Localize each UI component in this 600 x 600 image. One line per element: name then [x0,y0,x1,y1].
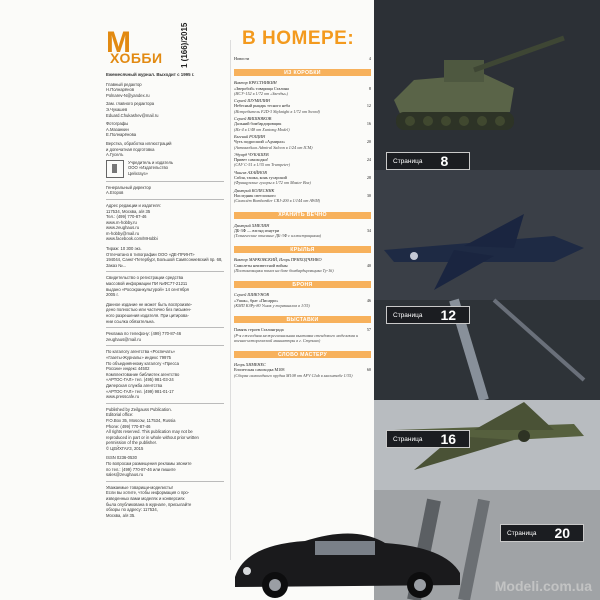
entry-title: «Ушак», брат «Писарро» [234,297,279,303]
section-title: БРОНЯ [292,281,313,288]
readers-note-line: была опубликована в журнале, присылайте [106,501,192,507]
issn-line: sales@zeughaus.ru [106,472,144,478]
subscription-line: «АРТОС-ГАЛ» тел. (495) 981-03-24 [106,377,174,383]
entry-description: (Французские гусары в 1/72 от Master Box) [234,180,311,186]
toc-section-heading [234,316,371,323]
toc-entry[interactable] [234,223,371,239]
toc-entry[interactable] [234,362,371,378]
issn-block [106,455,224,477]
entry-author: Игорь ХИМЕНЕС [234,362,266,368]
entry-title: Египетская самоходка M108 [234,367,285,373]
entry-description: (САУ С-51 в 1/35 от Trumpeter) [234,162,290,168]
subscription-line: По каталогу агентства «Роспечать» [106,349,176,355]
entry-title: Чуть подросший «Адмирал» [234,139,286,145]
logo-hobby: ХОББИ [110,50,163,66]
publisher-en-line: All rights reserved. This publication may not be [106,429,193,435]
entry-page: 57 [366,327,371,333]
watermark: Modeli.com.ua [494,578,592,594]
publisher-en-line: P.O.Box 35, Moscow, 117534, Russia [106,417,176,423]
page-label-number: 16 [440,431,457,447]
circulation: Тираж: 10 300 экз. [106,246,142,252]
photo-collage [374,0,600,600]
divider [106,199,224,200]
tagline: Ежемесячный журнал. Выходит с 1995 г. [106,72,195,77]
entry-author: Дмитрий ХМЕЛИН [234,222,270,228]
page-label-number: 12 [440,307,457,323]
staff-line: Э.Чукашев [106,106,128,112]
registration-line: Свидетельство о регистрации средства [106,275,184,281]
section-title: СЛОВО МАСТЕРУ [277,351,328,358]
entry-page: 46 [366,297,371,303]
page-label-20 [500,524,584,542]
news-label: Новости [234,56,250,61]
director-line: Генеральный директор [106,184,151,190]
entry-page: 60 [366,367,371,373]
page-label-12 [386,306,470,324]
toc-news [234,56,371,61]
entry-description: (Технические описание ДБ-3Ф с иллюстрациями) [234,233,322,239]
section-title: ИЗ КОРОБКИ [284,69,321,76]
entry-page: 34 [366,227,371,233]
subscription-line: Комплектование библиотек агентство [106,371,180,377]
entry-author: Эдуард ЧУКАШЕВ [234,151,269,157]
entry-title: Память героев Сталинграда [234,327,284,333]
issue-text: 1 (166)/2015 [180,22,189,68]
divider [106,327,224,328]
disclaimer-line: дено полностью или частично без письмен- [106,307,192,313]
disclaimer [106,302,224,324]
entry-title: Дальний бомбардировщик [234,121,282,127]
address-line: 117534, Москва, а/я 35 [106,208,151,214]
ad-phone-line: Реклама по телефону: (499) 770-87-46 [106,331,182,337]
divider [106,345,224,346]
address-line: m-hobby@mail.ru [106,230,140,236]
entry-title: Самолеты неизвестной войны [234,262,288,268]
table-of-contents [234,28,371,578]
address [106,203,224,242]
disclaimer-line: нии ссылка обязательна. [106,318,155,324]
page-label-number: 20 [554,525,571,541]
founders-line: Учредитель и издатель [128,159,174,165]
entry-author: Евгений РОЩИН [234,133,266,139]
toc-section-heading [234,69,371,76]
disclaimer-line: Данное издание не может быть воспроизве- [106,301,193,307]
disclaimer-line: ного разрешения издателя. При цитирова- [106,313,189,318]
issn-line: ISSN 0236-0530 [106,455,137,461]
toc-sections [234,69,371,378]
staff-line: А.Мазанкин [106,126,129,132]
entry-title: Наследник светлоокого [234,192,276,198]
entry-description: (Постановщики помех на базе бомбардировщика Ту-16) [234,268,334,274]
car-photo [215,515,475,600]
entry-page: 30 [366,192,371,198]
entry-description: (Самолёт Bombardier CRJ-200 в 1/144 от AWM) [234,198,321,204]
ad-phone [106,331,224,342]
entry-page: 16 [366,121,371,127]
publisher-en-line: Editorial office: [106,412,134,418]
staff-line: Е.Полнарёнова [106,132,137,138]
page-label-word: Страница [393,435,423,443]
address-line: Адрес редакции и издателя: [106,202,161,208]
toc-entry[interactable] [234,327,371,343]
readers-note-line: Если вы хотите, чтобы информация о про- [106,490,190,496]
publisher-en-line: permission of the publisher. [106,440,157,446]
entry-page: 40 [366,262,371,268]
subscription-line: По объединённому каталогу «Пресса [106,360,179,366]
publisher-en [106,407,224,446]
registration-line: массовой информации ПИ №ФС77-21211 [106,281,188,287]
director [106,185,224,196]
toc-entry[interactable] [234,257,371,273]
readers-note [106,485,224,519]
toc-section-heading [234,212,371,219]
readers-note-line: обзоры по адресу: 117534, [106,507,158,513]
readers-note-line: изведенных вами моделях и конверсиях [106,496,185,502]
staff-line: Зам. главного редактора [106,101,155,107]
page-label-number: 8 [440,153,449,169]
page-label-word: Страница [393,311,423,319]
printing-line: Отпечатано в типографии ООО «ДЕ-ПРИНТ» [106,251,195,257]
registration [106,275,224,297]
staff-line: Верстка, обработка иллюстраций [106,140,172,146]
staff-line: Главный редактор [106,81,142,87]
subscription-line: www.presscafe.ru [106,394,140,400]
publisher-en-line: Published by Zeilgauss Publication. [106,406,172,412]
subscription-line: Дилерская служба агентства [106,382,163,388]
entry-title: Небесный рыцарь тесного неба [234,103,291,109]
printing-line: Заказ №... [106,262,127,268]
readers-note-line: Уважаемые товарищи-моделисты! [106,484,174,490]
page-label-word: Страница [507,529,537,537]
subscription-line: России» индекс 44502 [106,366,150,372]
staff-line: и допечатная подготовка [106,146,155,152]
staff-line: Eduard.Chukashev@mail.ru [106,112,159,118]
magazine-logo [106,22,224,72]
page-label-word: Страница [393,157,423,165]
founders-line: ООО «Издательство [128,165,168,171]
issue-number [180,22,220,68]
entry-description: (КМП КЗРу-80 Ушак у терминалов в 1/35) [234,302,310,308]
director-line: А.Егоров [106,190,124,196]
copyright: © ЦЕЙХГАУЗ, 2015 [106,445,144,451]
registration-line: выдано «Росохранкультурой» 14 сентября [106,286,189,292]
printing-info [106,252,224,269]
toc-entry[interactable] [234,134,371,150]
section-title: КРЫЛЬЯ [290,246,315,253]
entry-title: ДБ-3Ф — взгляд изнутри [234,227,280,233]
staff-line: Фотографы [106,121,129,127]
publisher-en-line: Phone: (499) 770-87-46 [106,423,151,429]
address-line: www.m-hobby.ru [106,219,137,225]
address-line: www.facebook.com/MHobbi [106,236,158,242]
toc-entry[interactable] [234,170,371,186]
subscription-line: «АРТОС-ГАЛ» тел. (499) 981-01-17 [106,388,174,394]
toc-entry[interactable] [234,188,371,204]
registration-line: 2005 г. [106,292,119,298]
toc-section-heading [234,281,371,288]
news-page: 4 [368,56,371,61]
issn-line: По вопросам размещения рекламы звоните [106,461,192,467]
divider [106,271,224,272]
entry-description: (Истребитель F2D-3 Skyknight в 1/72 от Sword) [234,108,320,114]
entry-title: Привет самоходки! [234,157,269,163]
staff-line: Н.Полнарёнов [106,87,135,93]
page-label-16 [386,430,470,448]
entry-author: Чингиз АХАЙНОВ [234,169,267,175]
ad-phone-line: zeughaus@mail.ru [106,336,141,342]
entry-description: (Р-я ежегодная межрегиональная выставка стендового моделизма и военно-исторической миниатюры в г. Ступино) [234,332,359,343]
toc-section-heading [234,351,371,358]
issn-line: по тел.: (499) 770-87-46 или пишите [106,466,176,472]
page-label-8 [386,152,470,170]
publisher-seal-icon [106,160,124,178]
entry-title: Сабля, ташка, конь гусарский [234,175,287,181]
toc-entry[interactable] [234,152,371,168]
staff-line: Polnarev-N@yandex.ru [106,92,150,98]
entry-description: (ИСУ-152 в 1/72 от «Звезды») [234,90,289,96]
readers-note-line: Москва, а/я 35. [106,512,136,518]
entry-description: (Ил-4 в 1/48 от Xuntong Model) [234,126,290,132]
jet-photo [374,170,600,300]
subscription [106,349,224,399]
entry-description: (Сборка самоходного орудия M108 от AFV Club в масштабе 1/35) [234,372,353,378]
divider [106,181,224,182]
address-line: Тел.: (499) 770-87-46 [106,214,147,220]
entry-page: 24 [366,157,371,163]
section-title: ВЫСТАВКИ [286,316,319,323]
address-line: www.zeughaus.ru [106,225,140,231]
toc-entry[interactable] [234,116,371,132]
entry-author: Сергей ШИКУНОВ [234,292,269,298]
entry-author: Дмитрий КОЛЕСНИК [234,187,275,193]
divider [106,403,224,404]
column-divider [230,40,231,560]
entry-description: (Автомобиль Admiral Saloon в 1/24 от ICM) [234,144,313,150]
tank-photo [374,0,600,170]
entry-author: Виктор МАРКОВСКИЙ, Игорь ПРИХОДЧЕНКО [234,257,322,263]
entry-page: 12 [366,103,371,109]
founders [128,160,173,177]
divider [106,481,224,482]
entry-title: «Зверобой» товарища Сталина [234,85,289,91]
entry-author: Виктор КРЕСТНИКИН [234,80,277,86]
toc-entry[interactable] [234,292,371,308]
toc-entry[interactable] [234,80,371,96]
photo-column [374,0,600,600]
toc-title: В НОМЕРЕ: [242,28,355,49]
publisher-en-line: reproduced in part or in whole without prior written [106,434,199,440]
toc-entry[interactable] [234,98,371,114]
entry-page: 8 [368,85,371,91]
toc-section-heading [234,246,371,253]
entry-author: Сергей ШУМИЛИН [234,98,270,104]
entry-author: Сергей ВИШНЯКОВ [234,116,272,122]
entry-page: 28 [366,175,371,181]
printing-line: 194044, Санкт-Петербург, Большой Сампсониевский пр. 68, [106,257,223,263]
staff-list [106,82,224,158]
section-title: ХРАНИТЬ ВЕЧНО [278,212,327,219]
entry-page: 20 [366,139,371,145]
staff-line: А.Гуселъ [106,152,124,158]
subscription-line: «Газеты-Журналы» индекс 79975 [106,354,172,360]
imprint-column [106,22,224,578]
founders-line: Цейхгауз» [128,170,148,176]
logo-letter-m: М [106,26,131,59]
